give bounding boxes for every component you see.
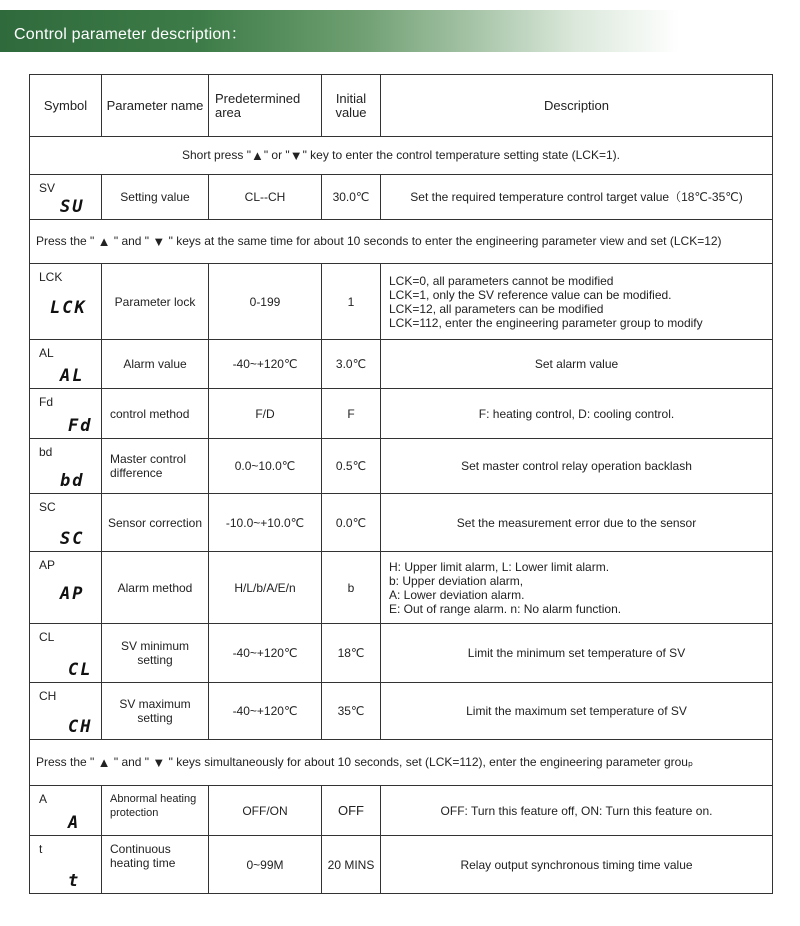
- symbol-code: A: [39, 792, 48, 806]
- note-text: Press the ": [36, 755, 95, 769]
- param-description: [381, 264, 773, 340]
- param-initial: 3.0℃: [322, 340, 381, 389]
- param-name: control method: [102, 389, 209, 439]
- note-text: " and ": [113, 234, 150, 248]
- param-name: SV maximum setting: [102, 683, 209, 740]
- down-arrow-icon: ▼: [152, 755, 166, 770]
- note-text: " and ": [113, 755, 150, 769]
- note-text: " key to enter the control temperature setting state (LCK=1).: [302, 148, 620, 162]
- desc-line: E: Out of range alarm. n: No alarm function.: [389, 601, 622, 616]
- segment-display-icon: A: [68, 813, 81, 833]
- param-initial: 1: [322, 264, 381, 340]
- param-area: -40~+120℃: [209, 683, 322, 740]
- param-area: 0-199: [209, 264, 322, 340]
- table-row-ap: [30, 552, 773, 624]
- note-text: Short press ": [182, 148, 251, 162]
- up-arrow-icon: ▲: [97, 755, 111, 770]
- param-initial: b: [322, 552, 381, 624]
- section-banner: [0, 10, 800, 52]
- param-description: Set the measurement error due to the sensor: [381, 494, 773, 552]
- param-name: Master control difference: [102, 439, 209, 494]
- param-area: F/D: [209, 389, 322, 439]
- segment-display-icon: CL: [68, 660, 93, 680]
- segment-display-icon: AP: [60, 584, 85, 604]
- table-row-cl: [30, 624, 773, 683]
- symbol-code: CH: [39, 689, 57, 703]
- desc-line: LCK=1, only the SV reference value can be modified.: [389, 287, 672, 302]
- header-area: Predetermined area: [209, 75, 322, 137]
- param-area: CL--CH: [209, 175, 322, 220]
- param-area: -40~+120℃: [209, 340, 322, 389]
- desc-line: LCK=0, all parameters cannot be modified: [389, 273, 614, 288]
- table-row-bd: [30, 439, 773, 494]
- note-text: " or ": [263, 148, 290, 162]
- param-description: Relay output synchronous timing time value: [381, 836, 773, 894]
- header-initial: Initial value: [322, 75, 381, 137]
- table-row-sv: [30, 175, 773, 220]
- segment-display-icon: SC: [60, 529, 85, 549]
- param-name: Alarm method: [102, 552, 209, 624]
- note-row-lck112: [30, 740, 773, 786]
- symbol-code: SV: [39, 181, 56, 195]
- param-description: F: heating control, D: cooling control.: [381, 389, 773, 439]
- param-initial: F: [322, 389, 381, 439]
- param-initial: 18℃: [322, 624, 381, 683]
- param-name: Setting value: [102, 175, 209, 220]
- desc-line: b: Upper deviation alarm,: [389, 573, 524, 588]
- down-arrow-icon: ▼: [289, 148, 303, 163]
- symbol-code: SC: [39, 500, 56, 514]
- param-name: SV minimum setting: [102, 624, 209, 683]
- segment-display-icon: LCK: [50, 298, 87, 318]
- symbol-code: bd: [39, 445, 53, 459]
- param-initial: 35℃: [322, 683, 381, 740]
- table-row-sc: [30, 494, 773, 552]
- note-row-short-press: [30, 137, 773, 175]
- symbol-code: AL: [39, 346, 54, 360]
- param-name: Alarm value: [102, 340, 209, 389]
- note-text: Press the ": [36, 234, 95, 248]
- param-description: Limit the minimum set temperature of SV: [381, 624, 773, 683]
- param-initial: 0.5℃: [322, 439, 381, 494]
- desc-line: A: Lower deviation alarm.: [389, 587, 525, 602]
- segment-display-icon: Fd: [68, 416, 93, 436]
- header-description: Description: [381, 75, 773, 137]
- param-name: Parameter lock: [102, 264, 209, 340]
- symbol-code: t: [39, 842, 43, 856]
- param-initial: 30.0℃: [322, 175, 381, 220]
- symbol-code: AP: [39, 558, 56, 572]
- table-row-fd: [30, 389, 773, 439]
- symbol-code: LCK: [39, 270, 63, 284]
- param-area: H/L/b/A/E/n: [209, 552, 322, 624]
- header-row: [30, 75, 773, 137]
- segment-display-icon: AL: [60, 366, 85, 386]
- param-initial: 20 MINS: [322, 836, 381, 894]
- param-initial: OFF: [322, 786, 381, 836]
- note-text: " keys simultaneously for about 10 seconds, set (LCK=112), enter the engineering parameter grouₚ: [168, 755, 694, 769]
- table-row-t: [30, 836, 773, 894]
- section-title: Control parameter description：: [14, 26, 247, 43]
- desc-line: LCK=12, all parameters can be modified: [389, 301, 604, 316]
- param-description: Set the required temperature control target value（18℃-35℃): [381, 175, 773, 220]
- note-text: " keys at the same time for about 10 seconds to enter the engineering parameter view and set (LCK=12): [168, 234, 722, 248]
- param-description: Limit the maximum set temperature of SV: [381, 683, 773, 740]
- desc-line: H: Upper limit alarm, L: Lower limit alarm.: [389, 559, 610, 574]
- table-row-al: [30, 340, 773, 389]
- param-area: 0.0~10.0℃: [209, 439, 322, 494]
- param-description: Set alarm value: [381, 340, 773, 389]
- param-name: Continuous heating time: [102, 836, 209, 894]
- param-description: Set master control relay operation backlash: [381, 439, 773, 494]
- segment-display-icon: CH: [68, 717, 93, 737]
- symbol-code: CL: [39, 630, 55, 644]
- table-row-ch: [30, 683, 773, 740]
- segment-display-icon: t: [68, 871, 81, 891]
- param-description: [381, 552, 773, 624]
- desc-line: LCK=112, enter the engineering parameter group to modify: [389, 315, 703, 330]
- param-description: OFF: Turn this feature off, ON: Turn this feature on.: [381, 786, 773, 836]
- up-arrow-icon: ▲: [250, 148, 264, 163]
- header-name: Parameter name: [102, 75, 209, 137]
- param-name: Abnormal heating protection: [102, 786, 209, 836]
- note-row-lck12: [30, 220, 773, 264]
- down-arrow-icon: ▼: [152, 234, 166, 249]
- symbol-code: Fd: [39, 395, 54, 409]
- param-initial: 0.0℃: [322, 494, 381, 552]
- param-area: OFF/ON: [209, 786, 322, 836]
- param-area: -40~+120℃: [209, 624, 322, 683]
- header-symbol: Symbol: [30, 75, 102, 137]
- segment-display-icon: bd: [60, 471, 85, 491]
- table-row-lck: [30, 264, 773, 340]
- table-row-a: [30, 786, 773, 836]
- parameter-table: [29, 74, 773, 894]
- param-area: -10.0~+10.0℃: [209, 494, 322, 552]
- param-area: 0~99M: [209, 836, 322, 894]
- segment-display-icon: SU: [60, 197, 85, 217]
- param-name: Sensor correction: [102, 494, 209, 552]
- up-arrow-icon: ▲: [97, 234, 111, 249]
